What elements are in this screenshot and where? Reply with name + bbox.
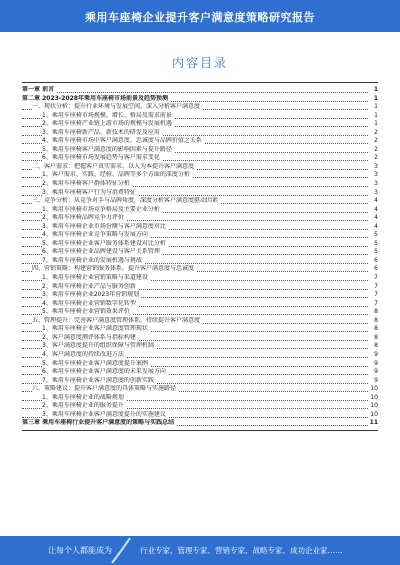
toc-entry[interactable] <box>22 265 378 274</box>
toc-entry-text: 2、乘用车座椅企业产品与服务创新 <box>42 282 136 290</box>
toc-entry[interactable] <box>22 189 378 198</box>
toc-entry-page: 9 <box>368 360 378 369</box>
toc-entry[interactable] <box>22 240 378 249</box>
toc-entry[interactable] <box>22 103 378 112</box>
toc-entry[interactable] <box>22 206 378 215</box>
toc-entry[interactable] <box>22 377 378 386</box>
toc-entry-page: 1 <box>368 95 378 104</box>
toc-title: 内容目录 <box>171 56 228 70</box>
toc-entry[interactable] <box>22 385 378 394</box>
header-banner <box>0 0 400 32</box>
toc-entry[interactable] <box>22 257 378 266</box>
toc-entry-text: 2、客户满意度测评体系与指标构建 <box>42 333 136 341</box>
toc-entry[interactable] <box>22 154 378 163</box>
toc-entry-page: 3 <box>368 180 378 189</box>
toc-entry[interactable] <box>22 274 378 283</box>
toc-entry-page: 8 <box>368 308 378 317</box>
toc-entry-text: 1、乘用车座椅企业客户满意度管理现状 <box>42 325 148 333</box>
toc-entry-page: 7 <box>368 300 378 309</box>
toc-entry[interactable] <box>22 283 378 292</box>
toc-entry[interactable] <box>22 419 378 428</box>
toc-entry[interactable] <box>22 360 378 369</box>
toc-entry[interactable] <box>22 291 378 300</box>
toc-entry-page: 2 <box>368 146 378 155</box>
toc-bottom-rule <box>22 430 378 431</box>
toc-entry-text: 1、乘用车座椅企业营销策略与渠道建设 <box>42 274 148 282</box>
toc-entry-page: 4 <box>368 197 378 206</box>
swoosh-icon <box>108 536 132 565</box>
toc-entry-page: 7 <box>368 283 378 292</box>
toc-entry[interactable] <box>22 334 378 343</box>
toc-entry-text: 5、乘用车座椅企业营销效果评价 <box>42 308 130 316</box>
toc-entry-text: 3、乘用车座椅客户行为与消费特征 <box>42 188 136 196</box>
toc-entry-text: 4、客户满意度的持续改进方法 <box>42 350 124 358</box>
toc-entry-text: 第一章 前言 <box>22 86 55 93</box>
report-title: 乘用车座椅企业提升客户满意度策略研究报告 <box>85 11 315 24</box>
toc-entry[interactable] <box>22 95 378 104</box>
toc-entry-page: 1 <box>368 112 378 121</box>
toc-entry[interactable] <box>22 394 378 403</box>
toc-leader-dots <box>22 86 368 93</box>
footer-banner <box>0 536 400 565</box>
toc-entry-page: 8 <box>368 317 378 326</box>
toc-entry[interactable] <box>22 129 378 138</box>
footer-brand: 让每个人都能成为 <box>48 546 112 555</box>
toc-entry[interactable] <box>22 137 378 146</box>
toc-entry-text: 4、乘用车座椅企业竞争策略与发展方向 <box>42 231 148 239</box>
toc-entry-text: 六、策略建议：提升客户满意度的具体策略与实施路径 <box>32 385 177 393</box>
toc-entry-text: 5、乘用车座椅企业客户服务体系建设对比分析 <box>42 239 166 247</box>
toc-entry-text: 3、乘用车座椅企业市场份额与客户满意度对比 <box>42 222 166 230</box>
toc-entry[interactable] <box>22 351 378 360</box>
toc-entry-page: 3 <box>368 171 378 180</box>
toc-entry-text: 2、乘用车座椅企业的服务提升 <box>42 402 124 410</box>
toc-entry-text: 6、乘用车座椅企业品牌建设与客户关系管理 <box>42 248 160 256</box>
toc-entry-text: 5、乘用车座椅客户满意度的影响因素与提升路径 <box>42 145 172 153</box>
toc-top-rule <box>22 82 378 83</box>
toc-entry-text: 2、乘用车座椅产业链上游市场的规模与发展机遇 <box>42 120 172 128</box>
toc-entry-page: 2 <box>368 129 378 138</box>
toc-entry-text: 第二章 2023-2028年乘用车座椅市场前景及趋势预测 <box>22 94 168 102</box>
toc-entry-text: 7、乘用车座椅企业客户满意度的创新实践 <box>42 376 154 384</box>
toc-entry-page: 9 <box>368 377 378 386</box>
toc-entry[interactable] <box>22 120 378 129</box>
toc-entry-text: 7、乘用车座椅企业的发展机遇与挑战 <box>42 256 142 264</box>
toc-entry[interactable] <box>22 411 378 420</box>
toc-entry[interactable] <box>22 146 378 155</box>
toc-entry[interactable] <box>22 368 378 377</box>
toc-entry-page: 7 <box>368 291 378 300</box>
toc-entry[interactable] <box>22 171 378 180</box>
toc-entry-page: 10 <box>368 394 378 403</box>
toc-entry-page: 10 <box>368 385 378 394</box>
toc-entry-text: 2、乘用车座椅客户群体特征分析 <box>42 180 130 188</box>
toc-entry[interactable] <box>22 308 378 317</box>
toc-entry-text: 3、客户满意度提升的组织保障与管理机制 <box>42 342 154 350</box>
toc-entry[interactable] <box>22 300 378 309</box>
toc-entry-page: 9 <box>368 368 378 377</box>
toc-entry-text: 4、乘用车座椅市场中客户满意度、忠诚度与品牌价值之关系 <box>42 137 202 145</box>
toc-entry-page: 5 <box>368 240 378 249</box>
toc-entry[interactable] <box>22 223 378 232</box>
toc-entry-page: 8 <box>368 334 378 343</box>
toc-entry-page: 3 <box>368 163 378 172</box>
toc-entry-text: 1、乘用车座椅市场竞争格局及主要企业分析 <box>42 205 160 213</box>
toc-entry-page: 11 <box>369 419 378 427</box>
toc-entry-page: 1 <box>368 103 378 112</box>
toc-entry[interactable] <box>22 248 378 257</box>
toc-entry-page: 9 <box>368 351 378 360</box>
toc-entry-page: 10 <box>368 402 378 411</box>
footer-slogan: 行业专家、管理专家、营销专家、战略专家、成功企业家…… <box>140 546 343 555</box>
toc-entry-page: 4 <box>368 206 378 215</box>
toc-entry[interactable] <box>22 402 378 411</box>
toc-entry-page: 4 <box>368 214 378 223</box>
toc-entry[interactable] <box>22 325 378 334</box>
toc-entry-page: 5 <box>368 248 378 257</box>
toc-entry-page: 1 <box>368 120 378 129</box>
toc-entry-page: 1 <box>368 86 378 95</box>
toc-entry[interactable] <box>22 112 378 121</box>
toc-entry-page: 5 <box>368 231 378 240</box>
toc-entry-text: 4、乘用车座椅企业营销数字化转型 <box>42 299 136 307</box>
toc-entry-text: 5、乘用车座椅企业客户满意度提升案例 <box>42 359 148 367</box>
toc-entry-text: 3、乘用车座椅企业客户满意度提升的实施建议 <box>42 410 166 418</box>
toc-entry-page: 2 <box>368 137 378 146</box>
toc-entry-text: 第三章 乘用车座椅行业提升客户满意度的策略与实践总结 <box>22 419 175 427</box>
toc-entry[interactable] <box>22 180 378 189</box>
toc-entry-text: 1、乘用车座椅市场规模、增长、格局及需求前景 <box>42 111 172 119</box>
toc-entry-page: 8 <box>368 325 378 334</box>
toc-entry[interactable] <box>22 317 378 326</box>
toc-entry-text: 2、乘用车座椅品牌竞争力评价 <box>42 214 124 222</box>
toc-entry[interactable] <box>22 342 378 351</box>
toc-entry[interactable] <box>22 231 378 240</box>
toc-entry[interactable] <box>22 86 378 95</box>
toc-entry-page: 6 <box>368 265 378 274</box>
toc-entry-page: 2 <box>368 154 378 163</box>
toc-entry-text: 五、管理提升：完善客户满意度管理体系，持续提升客户满意度 <box>32 316 201 324</box>
toc-entry-page: 6 <box>368 257 378 266</box>
toc-entry[interactable] <box>22 197 378 206</box>
toc-entry-text: 三、竞争分析：从竞争对手与品牌角度，深度分析客户满意度驱动因素 <box>32 197 219 205</box>
toc-entry[interactable] <box>22 163 378 172</box>
toc-entry-page: 10 <box>368 411 378 420</box>
toc-entry-page: 8 <box>368 342 378 351</box>
toc-entry-text: 一、现状分析：提升行业环境与发展空间，深入分析客户满意度 <box>32 103 201 111</box>
toc-entry-text: 3、乘用车座椅企业2023年营销规划 <box>42 291 140 299</box>
toc-entry-text: 1、客户需求、实践、经验、品牌等多个方面的深度分析 <box>42 171 190 179</box>
toc-entry-page: 3 <box>368 189 378 198</box>
toc-entry-text: 四、营销策略：构建营销服务体系，提升客户满意度与忠诚度 <box>32 265 195 273</box>
toc-entry-text: 6、乘用车座椅企业客户满意度的未来发展方向 <box>42 368 166 376</box>
toc-entry[interactable] <box>22 214 378 223</box>
toc-entry-text: 6、乘用车座椅市场发展趋势与客户需求变化 <box>42 154 160 162</box>
toc-entry-text: 1、乘用车座椅企业的战略规划 <box>42 393 124 401</box>
toc-entry-page: 4 <box>368 223 378 232</box>
toc-entry-page: 7 <box>368 274 378 283</box>
table-of-contents <box>22 86 378 428</box>
toc-entry-text: 3、乘用车座椅新产品、新技术的研发及应用 <box>42 128 160 136</box>
toc-entry-text: 二、客户需求：把握客户真实需求，以人为本提升客户满意度 <box>32 162 195 170</box>
